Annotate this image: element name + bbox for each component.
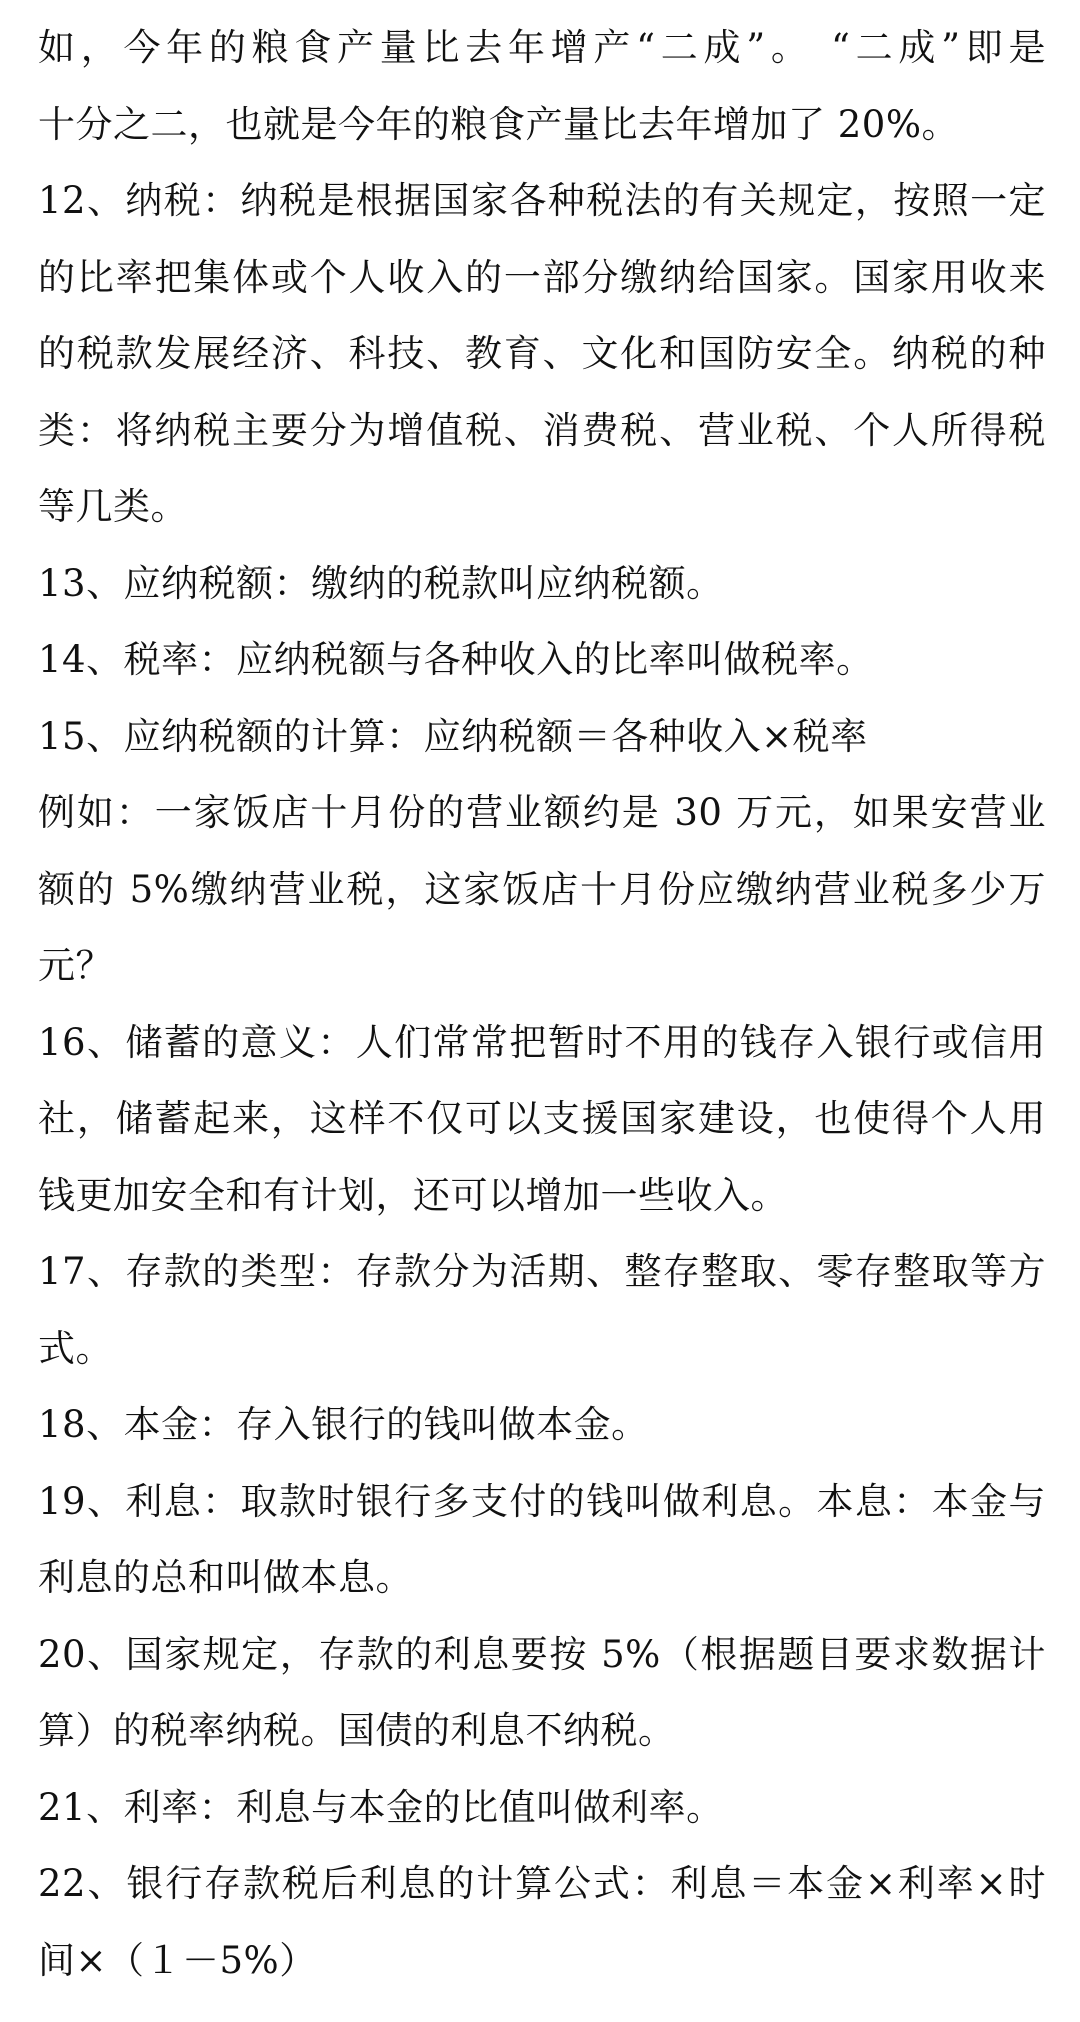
text-line-2: 十分之二，也就是今年的粮食产量比去年增加了 20%。 <box>38 102 959 146</box>
text-line-17: 17、存款的类型：存款分为活期、整存整取、零存整取等方 <box>38 1250 1046 1293</box>
text-line-4: 的比率把集体或个人收入的一部分缴纳给国家。国家用收来 <box>38 255 1046 299</box>
text-line-20: 19、利息：取款时银行多支付的钱叫做利息。本息：本金与 <box>38 1479 1046 1523</box>
text-line-1: 如，今年的粮食产量比去年增产“二成”。 “二成”即是 <box>38 26 1046 69</box>
text-line-10: 15、应纳税额的计算：应纳税额＝各种收入×税率 <box>38 714 868 758</box>
text-line-12: 额的 5%缴纳营业税，这家饭店十月份应缴纳营业税多少万 <box>38 867 1046 911</box>
text-line-22: 20、国家规定，存款的利息要按 5%（根据题目要求数据计 <box>38 1632 1046 1676</box>
text-line-26: 间×（１－5%） <box>38 1938 317 1982</box>
text-line-15: 社，储蓄起来，这样不仅可以支援国家建设，也使得个人用 <box>38 1097 1046 1140</box>
text-line-8: 13、应纳税额：缴纳的税款叫应纳税额。 <box>38 561 724 605</box>
text-line-3: 12、纳税：纳税是根据国家各种税法的有关规定，按照一定 <box>38 179 1046 222</box>
text-line-13: 元？ <box>38 944 113 987</box>
text-line-23: 算）的税率纳税。国债的利息不纳税。 <box>38 1709 676 1752</box>
text-line-25: 22、银行存款税后利息的计算公式：利息＝本金×利率×时 <box>38 1862 1046 1905</box>
text-line-19: 18、本金：存入银行的钱叫做本金。 <box>38 1403 649 1446</box>
text-line-14: 16、储蓄的意义：人们常常把暂时不用的钱存入银行或信用 <box>38 1020 1046 1064</box>
text-line-16: 钱更加安全和有计划，还可以增加一些收入。 <box>38 1173 788 1217</box>
text-line-11: 例如：一家饭店十月份的营业额约是 30 万元，如果安营业 <box>38 791 1046 834</box>
text-line-5: 的税款发展经济、科技、教育、文化和国防安全。纳税的种 <box>38 332 1046 375</box>
text-line-9: 14、税率：应纳税额与各种收入的比率叫做税率。 <box>38 638 874 681</box>
text-line-18: 式。 <box>38 1326 113 1370</box>
text-line-21: 利息的总和叫做本息。 <box>38 1556 413 1599</box>
text-line-6: 类：将纳税主要分为增值税、消费税、营业税、个人所得税 <box>38 408 1046 452</box>
text-line-7: 等几类。 <box>38 485 188 528</box>
text-line-24: 21、利率：利息与本金的比值叫做利率。 <box>38 1785 724 1829</box>
